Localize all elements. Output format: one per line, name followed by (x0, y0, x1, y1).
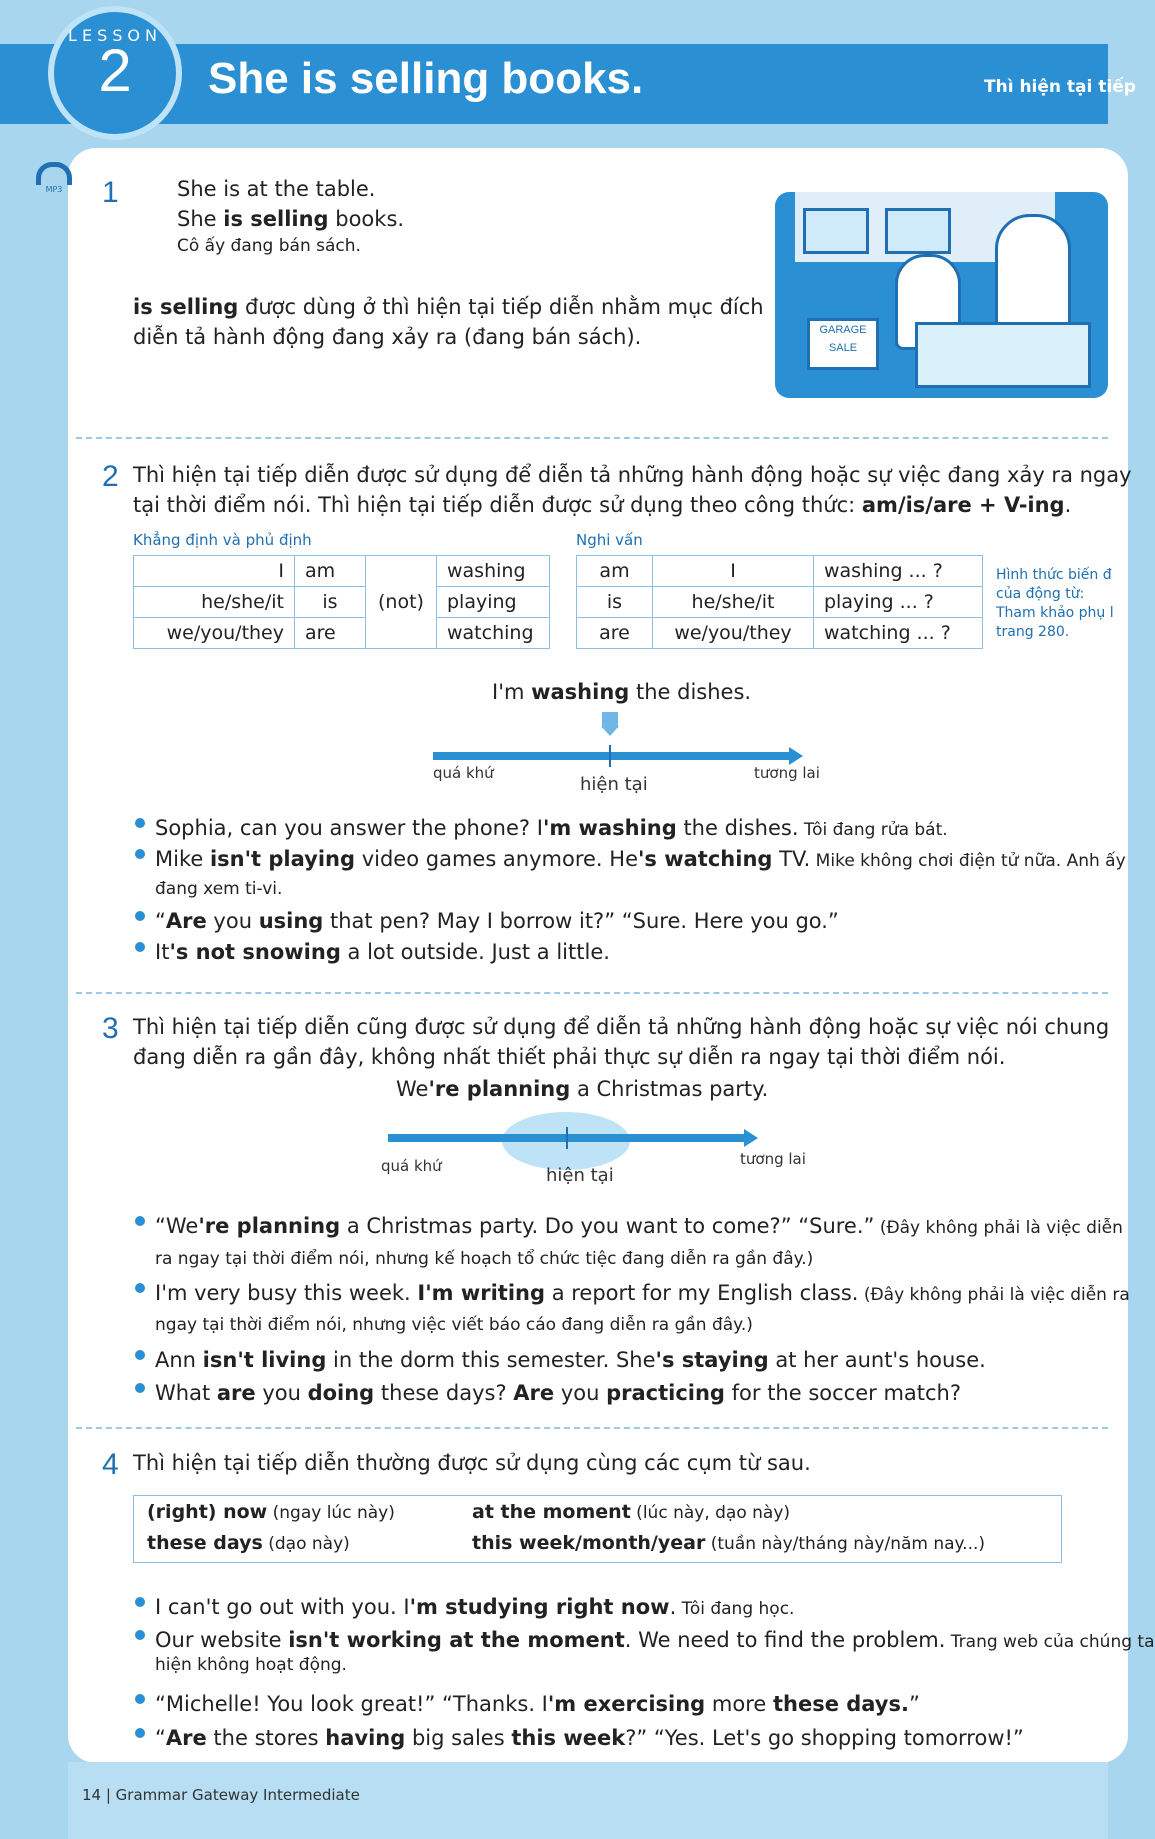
s3-example-3: Ann isn't living in the dorm this semester. She's staying at her aunt's house. (155, 1348, 986, 1372)
side-note: Hình thức biến đ của động từ: Tham khảo phụ l trang 280. (996, 567, 1114, 640)
section-divider (76, 1427, 1108, 1429)
s3-example-1-cont: ra ngay tại thời điểm nói, nhưng kế hoạch tổ chức tiệc đang diễn ra gần đây.) (155, 1249, 814, 1269)
verb-cell: playing ... ? (814, 587, 983, 618)
s3-example-4: What are you doing these days? Are you practicing for the soccer match? (155, 1381, 962, 1405)
book-table (915, 322, 1091, 388)
verb-cell: watching ... ? (814, 618, 983, 649)
s4-example-4: “Are the stores having big sales this week?” “Yes. Let's go shopping tomorrow!” (155, 1726, 1024, 1750)
s3-intro-1: Thì hiện tại tiếp diễn cũng được sử dụng để diễn tả những hành động hoặc sự việc nói chung (133, 1015, 1110, 1039)
table-row (577, 587, 983, 618)
verb-cell: washing ... ? (814, 556, 983, 587)
expression-1: (right) now (ngay lúc này) (147, 1501, 395, 1523)
timeline-now-label: hiện tại (546, 1165, 614, 1186)
lesson-subtitle: Thì hiện tại tiếp (984, 77, 1136, 97)
be-cell: are (577, 618, 653, 649)
s3-example: We're planning a Christmas party. (396, 1077, 769, 1101)
table-row (577, 618, 983, 649)
be-cell: am (295, 556, 366, 587)
headphones-icon (36, 162, 72, 185)
verb-cell: watching (437, 618, 550, 649)
s4-example-2: Our website isn't working at the moment. We need to find the problem. Trang web của chúng ta (155, 1628, 1155, 1652)
time-expressions-box (133, 1495, 1062, 1563)
s1-line-1: She is at the table. (177, 177, 376, 201)
be-cell: is (295, 587, 366, 618)
timeline-now-label: hiện tại (580, 774, 648, 795)
subject-cell: he/she/it (134, 587, 295, 618)
section-number-4: 4 (102, 1448, 119, 1481)
table-row (577, 556, 983, 587)
be-cell: are (295, 618, 366, 649)
lesson-label: LESSON (68, 26, 162, 45)
table-row (134, 587, 550, 618)
s3-intro-2: đang diễn ra gần đây, không nhất thiết phải thực sự diễn ra ngay tại thời điểm nói. (133, 1045, 1006, 1069)
section-divider (76, 992, 1108, 994)
s1-explanation-2: diễn tả hành động đang xảy ra (đang bán sách). (133, 325, 642, 349)
s2-example-3: “Are you using that pen? May I borrow it?” “Sure. Here you go.” (155, 909, 839, 933)
table-row (134, 618, 550, 649)
s2-example-4: It's not snowing a lot outside. Just a little. (155, 940, 610, 964)
mp3-label: MP3 (45, 185, 63, 194)
timeline-future-label: tương lai (740, 1150, 806, 1168)
garage-sale-sign: GARAGE SALE (807, 318, 879, 370)
subject-cell: he/she/it (653, 587, 814, 618)
subject-cell: we/you/they (653, 618, 814, 649)
s3-example-1: “We're planning a Christmas party. Do you want to come?” “Sure.” (Đây không phải là việc diễn (155, 1214, 1123, 1238)
s4-example-2-cont: hiện không hoạt động. (155, 1655, 347, 1675)
be-cell: am (577, 556, 653, 587)
s1-translation: Cô ấy đang bán sách. (177, 236, 361, 256)
mp3-audio-button[interactable] (34, 162, 74, 194)
s1-explanation-1: is selling được dùng ở thì hiện tại tiếp diễn nhằm mục đích (133, 295, 764, 319)
section-number-1: 1 (102, 176, 119, 209)
not-cell: (not) (366, 556, 437, 649)
section-divider (76, 437, 1108, 439)
question-table (576, 555, 983, 649)
s4-example-1: I can't go out with you. I'm studying right now. Tôi đang học. (155, 1595, 795, 1619)
affirmative-caption: Khẳng định và phủ định (133, 531, 312, 549)
subject-cell: I (134, 556, 295, 587)
table-row (134, 556, 550, 587)
lesson-number: 2 (98, 37, 132, 104)
lesson-title: She is selling books. (208, 54, 644, 103)
s2-example: I'm washing the dishes. (492, 680, 752, 704)
s3-example-2: I'm very busy this week. I'm writing a report for my English class. (Đây không phải là việc diễn ra (155, 1281, 1130, 1305)
timeline-past-label: quá khứ (433, 764, 494, 782)
s2-intro-2: tại thời điểm nói. Thì hiện tại tiếp diễn được sử dụng theo công thức: am/is/are + V-ing. (133, 493, 1072, 517)
question-caption: Nghi vấn (576, 531, 643, 549)
subject-cell: I (653, 556, 814, 587)
verb-cell: washing (437, 556, 550, 587)
timeline-past-label: quá khứ (381, 1157, 442, 1175)
s4-example-3: “Michelle! You look great!” “Thanks. I'm exercising more these days.” (155, 1692, 920, 1716)
expression-4: this week/month/year (tuần này/tháng này/năm nay...) (472, 1532, 986, 1554)
expression-3: these days (dạo này) (147, 1532, 350, 1554)
affirmative-table (133, 555, 550, 649)
s1-line-2: She is selling books. (177, 207, 405, 231)
s3-example-2-cont: ngay tại thời điểm nói, nhưng việc viết báo cáo đang diễn ra gần đây.) (155, 1315, 753, 1335)
garage-sale-illustration (775, 192, 1108, 398)
s2-example-1: Sophia, can you answer the phone? I'm washing the dishes. Tôi đang rửa bát. (155, 816, 948, 840)
section-number-3: 3 (102, 1012, 119, 1045)
s2-intro-1: Thì hiện tại tiếp diễn được sử dụng để diễn tả những hành động hoặc sự việc đang xảy ra ngay (133, 463, 1132, 487)
s4-intro: Thì hiện tại tiếp diễn thường được sử dụng cùng các cụm từ sau. (133, 1451, 811, 1475)
be-cell: is (577, 587, 653, 618)
verb-cell: playing (437, 587, 550, 618)
s2-example-2-cont: đang xem ti-vi. (155, 879, 283, 899)
page-footer: 14 | Grammar Gateway Intermediate (82, 1786, 360, 1804)
lesson-badge (48, 6, 182, 140)
expression-2: at the moment (lúc này, dạo này) (472, 1501, 791, 1523)
section-number-2: 2 (102, 460, 119, 493)
s2-example-2: Mike isn't playing video games anymore. He's watching TV. Mike không chơi điện tử nữa. Anh ấy (155, 847, 1126, 871)
subject-cell: we/you/they (134, 618, 295, 649)
timeline-future-label: tương lai (754, 764, 820, 782)
